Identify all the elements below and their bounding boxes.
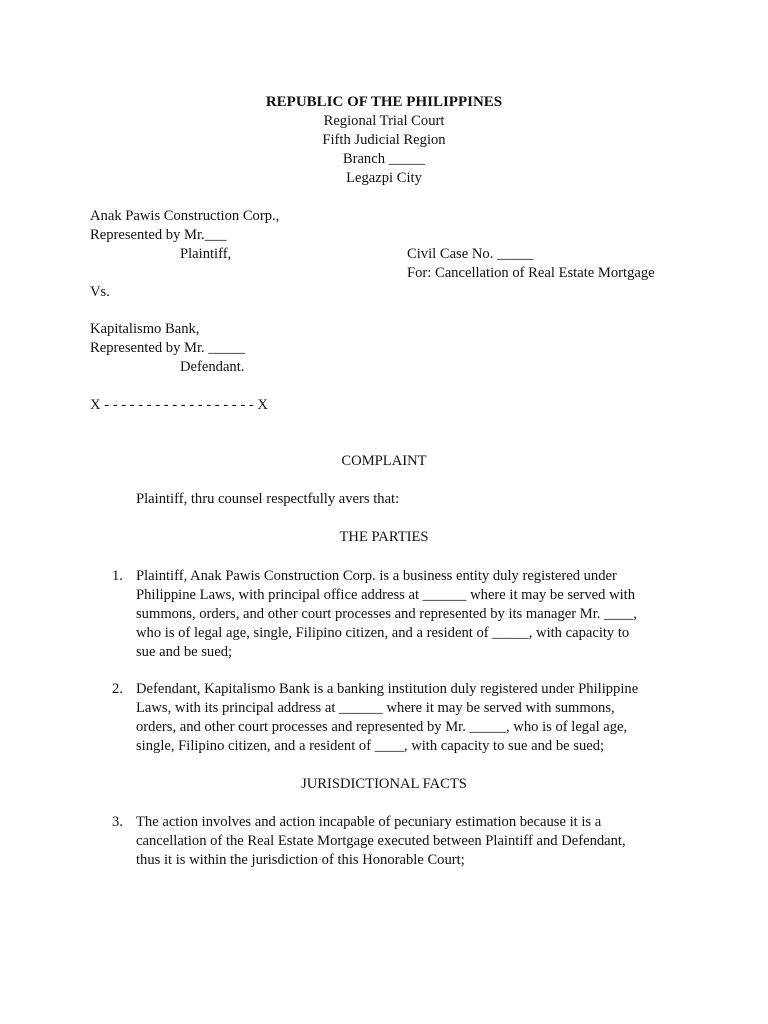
plaintiff-representative: Represented by Mr.___ bbox=[90, 227, 227, 243]
paragraph-number: 1. bbox=[112, 568, 123, 584]
paragraph-line: summons, orders, and other court processes and represented by its manager Mr. ____, bbox=[136, 606, 637, 622]
judicial-region: Fifth Judicial Region bbox=[322, 132, 446, 148]
case-subject: For: Cancellation of Real Estate Mortgage bbox=[407, 265, 655, 281]
defendant-representative: Represented by Mr. _____ bbox=[90, 340, 245, 356]
paragraph-line: The action involves and action incapable of pecuniary estimation because it is a bbox=[136, 814, 602, 830]
paragraph-line: cancellation of the Real Estate Mortgage executed between Plaintiff and Defendant, bbox=[136, 833, 626, 849]
defendant-name: Kapitalismo Bank, bbox=[90, 321, 200, 337]
court-name: Regional Trial Court bbox=[323, 113, 445, 129]
caption-separator: X - - - - - - - - - - - - - - - - - - X bbox=[90, 397, 268, 413]
section-heading-parties: THE PARTIES bbox=[339, 529, 429, 545]
paragraph-number: 3. bbox=[112, 814, 123, 830]
paragraph-line: Laws, with its principal address at ______ where it may be served with summons, bbox=[136, 700, 615, 716]
paragraph-line: Defendant, Kapitalismo Bank is a banking institution duly registered under Philippine bbox=[136, 681, 639, 697]
defendant-role: Defendant. bbox=[180, 359, 245, 375]
paragraph-line: thus it is within the jurisdiction of this Honorable Court; bbox=[136, 852, 465, 868]
paragraph-line: Plaintiff, Anak Pawis Construction Corp. is a business entity duly registered under bbox=[136, 568, 617, 584]
city-line: Legazpi City bbox=[346, 170, 422, 186]
versus-label: Vs. bbox=[90, 284, 110, 300]
complaint-intro: Plaintiff, thru counsel respectfully avers that: bbox=[136, 491, 400, 507]
civil-case-number: Civil Case No. _____ bbox=[407, 246, 534, 262]
paragraph-body bbox=[136, 567, 696, 662]
paragraph-number: 2. bbox=[112, 681, 123, 697]
paragraph-line: who is of legal age, single, Filipino citizen, and a resident of _____, with capacity to bbox=[136, 625, 630, 641]
paragraph-body bbox=[136, 813, 696, 870]
paragraph-line: Philippine Laws, with principal office address at ______ where it may be served with bbox=[136, 587, 636, 603]
paragraph-line: orders, and other court processes and represented by Mr. _____, who is of legal age, bbox=[136, 719, 628, 735]
paragraph-body bbox=[136, 680, 696, 756]
paragraph-line: single, Filipino citizen, and a resident of ____, with capacity to sue and be sued; bbox=[136, 738, 605, 754]
paragraph-line: sue and be sued; bbox=[136, 644, 233, 660]
republic-title: REPUBLIC OF THE PHILIPPINES bbox=[265, 94, 503, 110]
complaint-heading: COMPLAINT bbox=[341, 453, 427, 469]
plaintiff-role: Plaintiff, bbox=[180, 246, 232, 262]
plaintiff-name: Anak Pawis Construction Corp., bbox=[90, 208, 280, 224]
branch-line: Branch _____ bbox=[342, 151, 426, 167]
section-heading-jurisdiction: JURISDICTIONAL FACTS bbox=[301, 776, 467, 792]
